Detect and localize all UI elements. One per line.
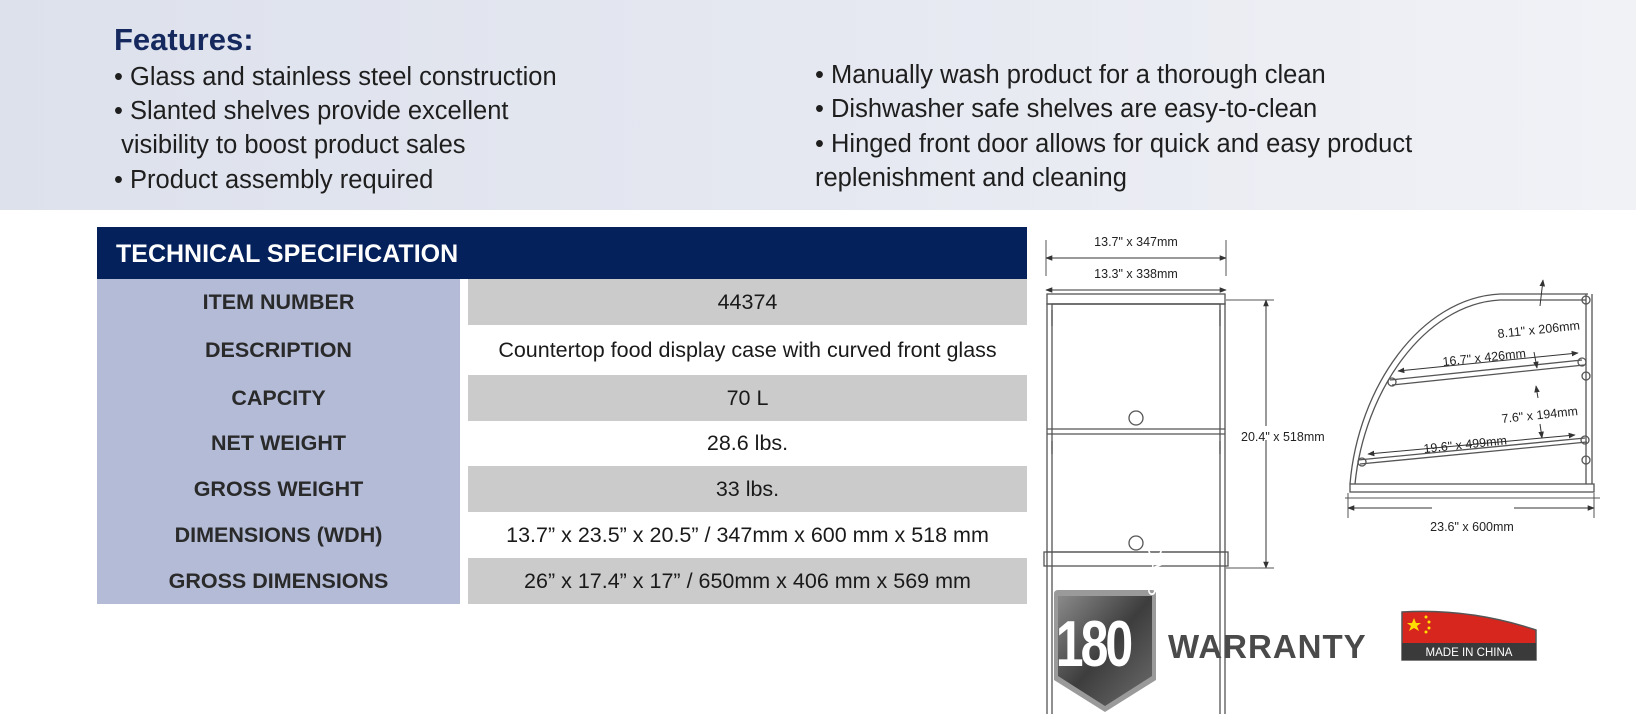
made-in-china-label: MADE IN CHINA [1425, 647, 1513, 659]
warranty-badge [1050, 543, 1165, 714]
feature-item: • Manually wash product for a thorough clean [815, 61, 1326, 89]
spec-row [97, 327, 1027, 373]
spec-label: GROSS WEIGHT [193, 476, 364, 501]
side-lower-gap-label: 7.6" x 194mm [1500, 404, 1579, 426]
spec-row [97, 512, 1027, 558]
side-lower-shelf-label: 19.6" x 499mm [1422, 433, 1508, 456]
side-top-gap-label: 8.11" x 206mm [1496, 318, 1581, 341]
spec-label: NET WEIGHT [211, 430, 346, 455]
spec-label: DIMENSIONS (WDH) [174, 522, 383, 547]
spec-row [97, 466, 1027, 512]
spec-label: DESCRIPTION [205, 337, 352, 362]
spec-value: Countertop food display case with curved front glass [498, 337, 997, 362]
side-depth-label: 23.6" x 600mm [1430, 520, 1514, 534]
spec-value: 44374 [468, 279, 1027, 325]
side-view [1345, 280, 1600, 518]
feature-item: • Slanted shelves provide excellent [114, 97, 509, 125]
feature-item: • Glass and stainless steel construction [114, 63, 557, 91]
spec-table-header: TECHNICAL SPECIFICATION [97, 227, 1027, 279]
feature-item-continuation: visibility to boost product sales [114, 131, 466, 159]
spec-row [97, 420, 1027, 466]
spec-value: 13.7” x 23.5” x 20.5” / 347mm x 600 mm x 518 mm [506, 522, 989, 547]
spec-value: 26” x 17.4” x 17” / 650mm x 406 mm x 569 mm [468, 558, 1027, 604]
front-outer-width-label: 13.7" x 347mm [1094, 235, 1178, 249]
spec-label: GROSS DIMENSIONS [168, 568, 389, 593]
features-title: Features: [114, 22, 254, 57]
warranty-days: DAYS [1143, 543, 1165, 596]
made-in-china-badge [1400, 610, 1538, 662]
spec-label: ITEM NUMBER [202, 289, 355, 314]
feature-item-continuation: replenishment and cleaning [815, 164, 1127, 192]
warranty-label: WARRANTY [1168, 628, 1367, 665]
side-top-shelf-label: 16.7" x 426mm [1441, 346, 1527, 369]
spec-row [97, 558, 1027, 604]
dimension-drawing [1040, 228, 1630, 578]
spec-value: 33 lbs. [468, 466, 1027, 512]
spec-row [97, 375, 1027, 421]
spec-label: CAPCITY [231, 385, 326, 410]
spec-value: 70 L [468, 375, 1027, 421]
warranty-number: 180 [1055, 608, 1131, 681]
height-label: 20.4" x 518mm [1241, 430, 1325, 444]
spec-row [97, 279, 1027, 325]
spec-value: 28.6 lbs. [706, 430, 789, 455]
front-inner-width-label: 13.3" x 338mm [1094, 267, 1178, 281]
feature-item: • Hinged front door allows for quick and easy product [815, 130, 1413, 158]
feature-item: • Product assembly required [114, 166, 434, 194]
feature-item: • Dishwasher safe shelves are easy-to-clean [815, 95, 1318, 123]
